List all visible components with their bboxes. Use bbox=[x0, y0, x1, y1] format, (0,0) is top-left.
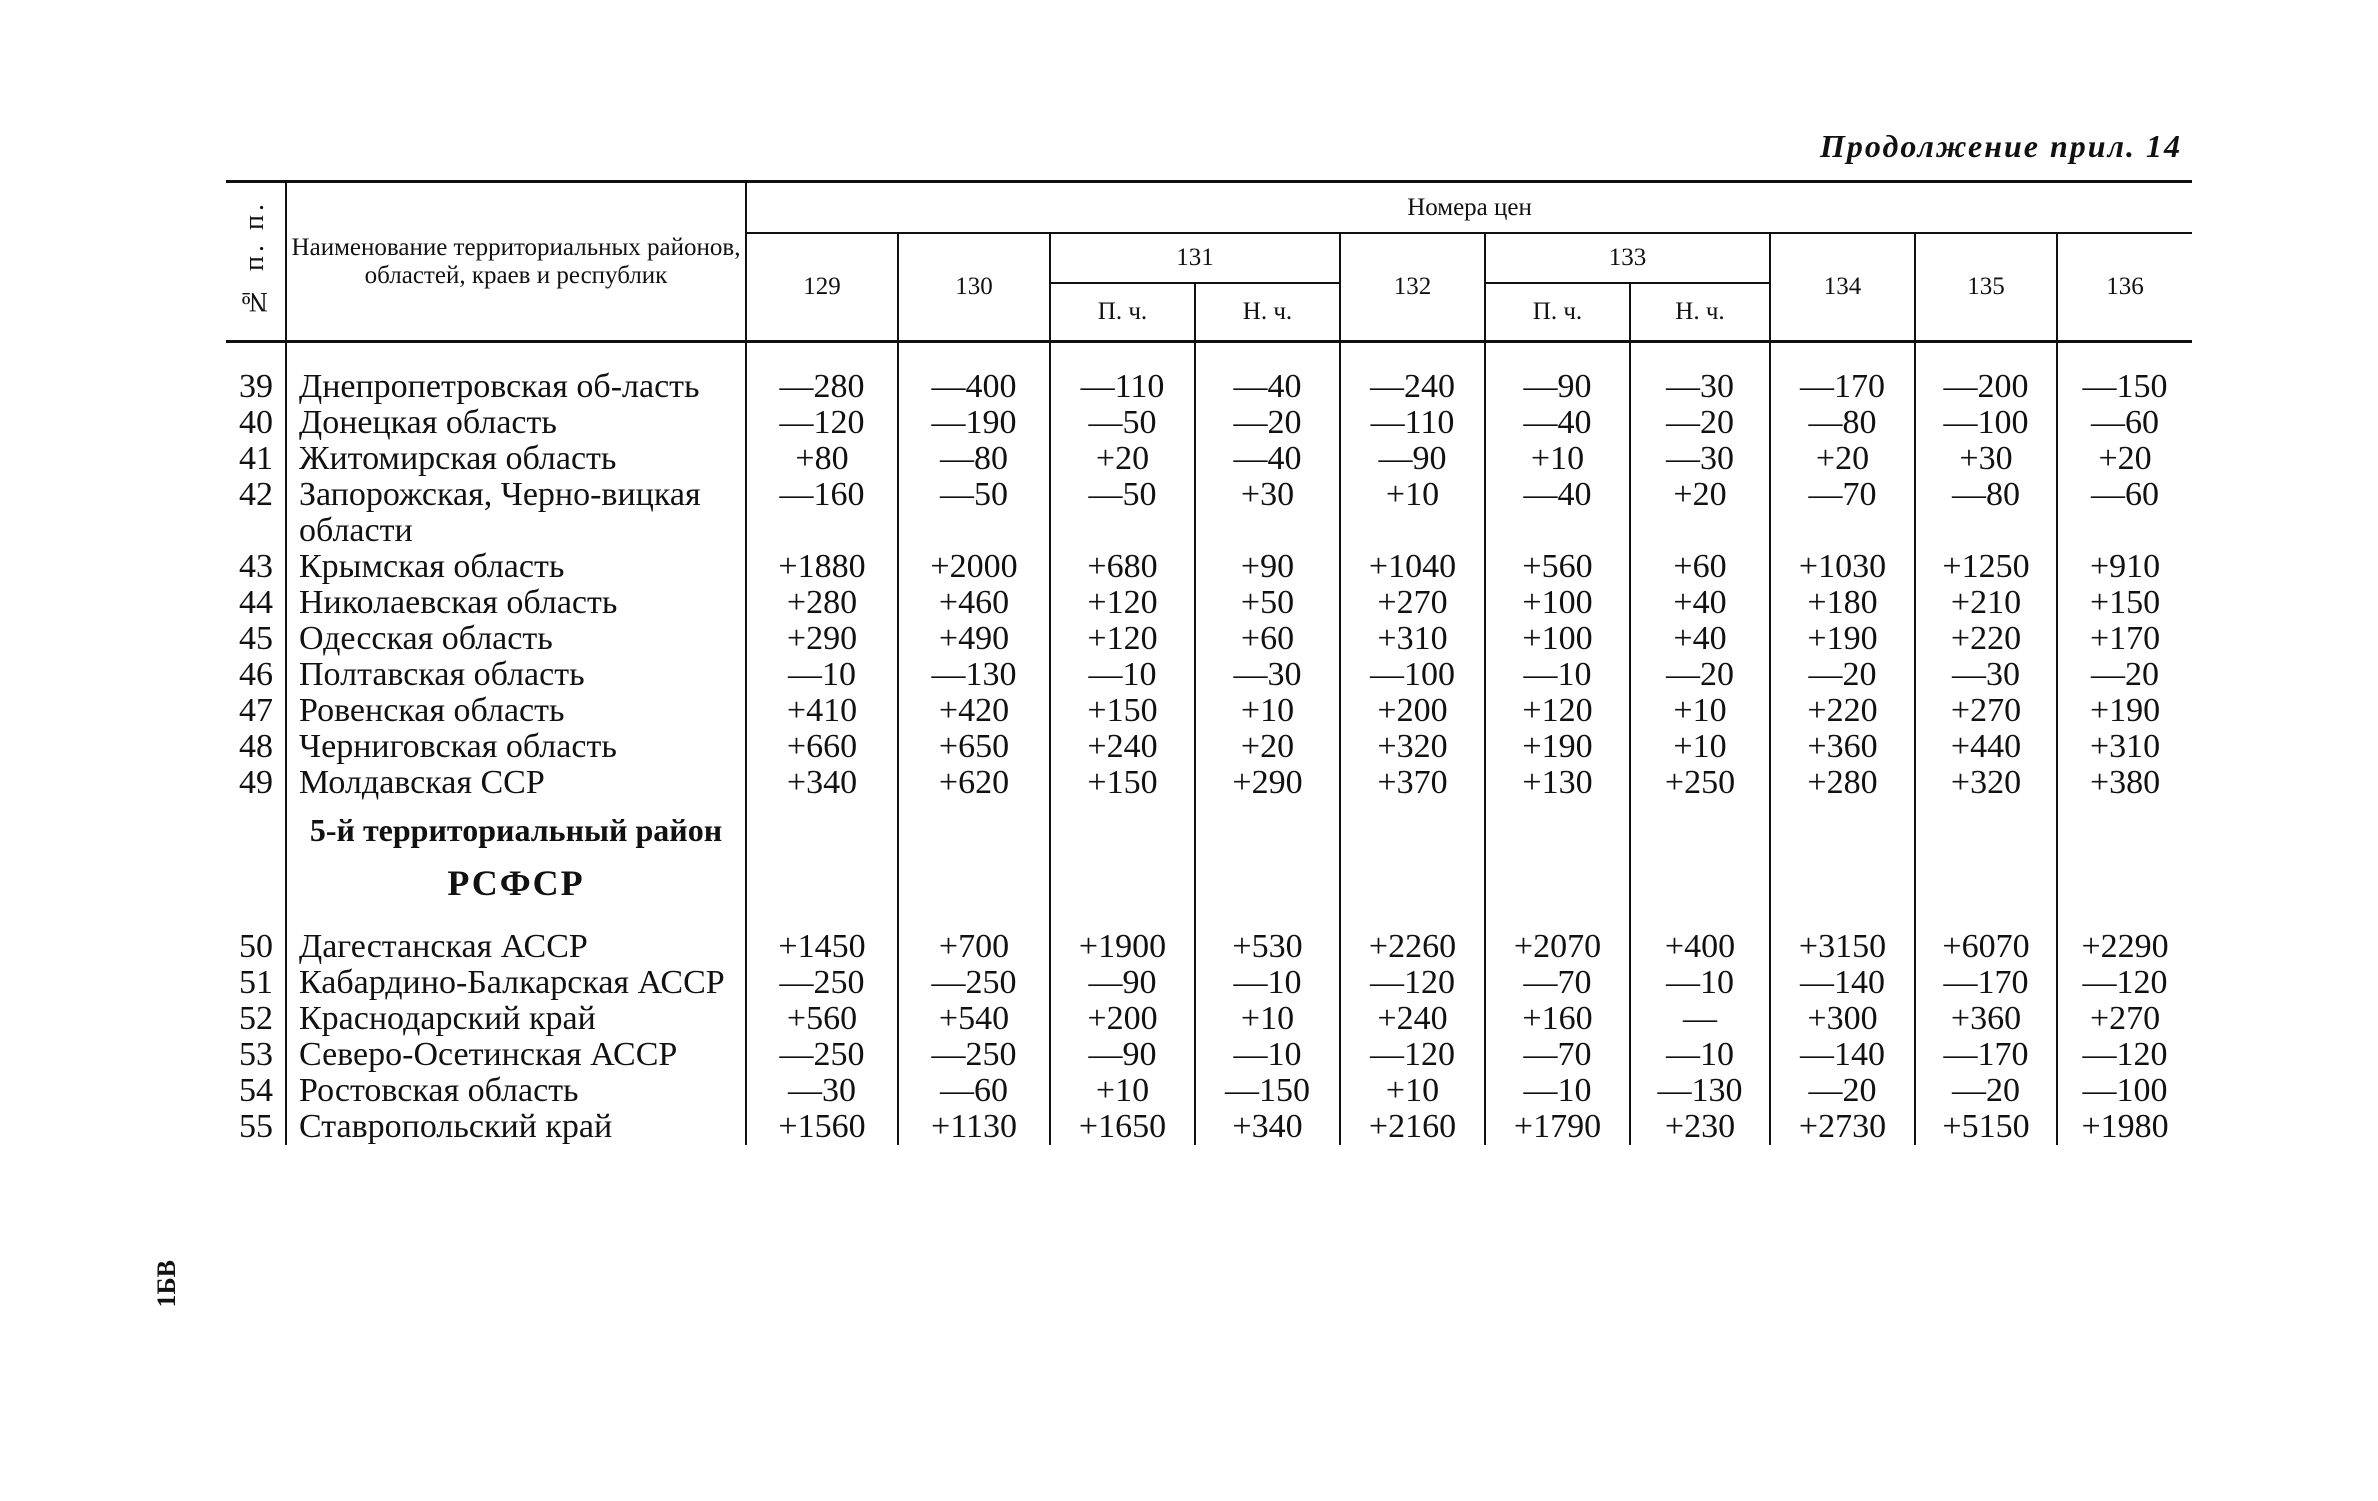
header-col-131: 131 bbox=[1050, 233, 1340, 283]
price-value-cell: —150 bbox=[1195, 1073, 1340, 1109]
price-value-cell: +2070 bbox=[1485, 929, 1630, 965]
price-value-cell: +10 bbox=[1630, 729, 1770, 765]
price-value-cell: —30 bbox=[746, 1073, 898, 1109]
price-value-cell: +2730 bbox=[1770, 1109, 1915, 1145]
price-value-cell: +200 bbox=[1340, 693, 1485, 729]
price-value-cell: —20 bbox=[2057, 657, 2192, 693]
price-value-cell: +1900 bbox=[1050, 929, 1195, 965]
price-value-cell: +20 bbox=[1195, 729, 1340, 765]
price-value-cell: +20 bbox=[1630, 477, 1770, 549]
price-value-cell: +10 bbox=[1195, 693, 1340, 729]
price-value-cell: +100 bbox=[1485, 585, 1630, 621]
price-value-cell: —120 bbox=[2057, 1037, 2192, 1073]
price-value-cell: —250 bbox=[746, 1037, 898, 1073]
price-value-cell: +80 bbox=[746, 441, 898, 477]
header-col-129: 129 bbox=[746, 233, 898, 340]
table-row bbox=[226, 729, 2192, 765]
price-value-cell: +10 bbox=[1485, 441, 1630, 477]
row-number: 48 bbox=[239, 728, 273, 765]
price-value-cell: +2290 bbox=[2057, 929, 2192, 965]
page-caption: Продолжение прил. 14 bbox=[1820, 128, 2182, 164]
price-value-cell: +320 bbox=[1340, 729, 1485, 765]
price-value-cell: —120 bbox=[1340, 965, 1485, 1001]
header-col-136: 136 bbox=[2057, 233, 2192, 340]
region-name: Полтавская область bbox=[286, 657, 746, 693]
price-value-cell: +180 bbox=[1770, 585, 1915, 621]
price-value-cell: +20 bbox=[2057, 441, 2192, 477]
header-price-group: Номера цен bbox=[746, 183, 2192, 233]
price-value-cell: +360 bbox=[1770, 729, 1915, 765]
price-value-cell: +410 bbox=[746, 693, 898, 729]
row-number: 49 bbox=[239, 764, 273, 801]
price-value-cell: —250 bbox=[746, 965, 898, 1001]
price-value-cell: +1250 bbox=[1915, 549, 2057, 585]
region-name: Ровенская область bbox=[286, 693, 746, 729]
header-131-pch: П. ч. bbox=[1050, 283, 1195, 340]
table-body-rsfsr bbox=[226, 929, 2192, 1145]
price-value-cell: —70 bbox=[1485, 965, 1630, 1001]
price-value-cell: —120 bbox=[746, 405, 898, 441]
price-value-cell: +60 bbox=[1195, 621, 1340, 657]
price-value-cell: +170 bbox=[2057, 621, 2192, 657]
price-value-cell: —100 bbox=[2057, 1073, 2192, 1109]
region-name: Николаевская область bbox=[286, 585, 746, 621]
price-value-cell: +220 bbox=[1915, 621, 2057, 657]
price-value-cell: —10 bbox=[1195, 965, 1340, 1001]
region-name: Ставропольский край bbox=[286, 1109, 746, 1145]
price-value-cell: —60 bbox=[898, 1073, 1050, 1109]
row-number: 52 bbox=[239, 1000, 273, 1037]
price-value-cell: +3150 bbox=[1770, 929, 1915, 965]
region-name: Кабардино-Балкарская АССР bbox=[286, 965, 746, 1001]
section-heading-block bbox=[226, 801, 2192, 929]
price-value-cell: —20 bbox=[1770, 1073, 1915, 1109]
price-value-cell: —130 bbox=[1630, 1073, 1770, 1109]
price-value-cell: +210 bbox=[1915, 585, 2057, 621]
price-value-cell: +280 bbox=[746, 585, 898, 621]
table-row bbox=[226, 765, 2192, 801]
price-value-cell: —90 bbox=[1050, 1037, 1195, 1073]
header-col-130: 130 bbox=[898, 233, 1050, 340]
price-value-cell: —10 bbox=[1485, 1073, 1630, 1109]
price-value-cell: +280 bbox=[1770, 765, 1915, 801]
table-row bbox=[226, 1001, 2192, 1037]
price-value-cell: +340 bbox=[1195, 1109, 1340, 1145]
region-name: Краснодарский край bbox=[286, 1001, 746, 1037]
header-131-nch: Н. ч. bbox=[1195, 283, 1340, 340]
price-value-cell: +290 bbox=[1195, 765, 1340, 801]
price-value-cell: —140 bbox=[1770, 1037, 1915, 1073]
table-row bbox=[226, 405, 2192, 441]
price-value-cell: —100 bbox=[1340, 657, 1485, 693]
price-value-cell: —40 bbox=[1485, 477, 1630, 549]
price-value-cell: +310 bbox=[2057, 729, 2192, 765]
header-col-132: 132 bbox=[1340, 233, 1485, 340]
price-value-cell: —90 bbox=[1340, 441, 1485, 477]
price-value-cell: +1980 bbox=[2057, 1109, 2192, 1145]
price-value-cell: +320 bbox=[1915, 765, 2057, 801]
price-value-cell: +490 bbox=[898, 621, 1050, 657]
price-value-cell: +6070 bbox=[1915, 929, 2057, 965]
price-value-cell: —170 bbox=[1770, 342, 1915, 406]
price-value-cell: +530 bbox=[1195, 929, 1340, 965]
price-value-cell: +90 bbox=[1195, 549, 1340, 585]
region-name: Запорожская, Черно-вицкая области bbox=[286, 477, 746, 549]
row-number: 47 bbox=[239, 692, 273, 729]
price-value-cell: +1030 bbox=[1770, 549, 1915, 585]
price-value-cell: +340 bbox=[746, 765, 898, 801]
price-value-cell: +240 bbox=[1050, 729, 1195, 765]
price-value-cell: +20 bbox=[1770, 441, 1915, 477]
price-value-cell: +120 bbox=[1050, 585, 1195, 621]
header-133-pch: П. ч. bbox=[1485, 283, 1630, 340]
price-value-cell: —40 bbox=[1195, 441, 1340, 477]
region-name: Черниговская область bbox=[286, 729, 746, 765]
price-value-cell: —160 bbox=[746, 477, 898, 549]
price-value-cell: +120 bbox=[1485, 693, 1630, 729]
price-value-cell: +160 bbox=[1485, 1001, 1630, 1037]
price-value-cell: +100 bbox=[1485, 621, 1630, 657]
price-value-cell: +460 bbox=[898, 585, 1050, 621]
price-value-cell: —130 bbox=[898, 657, 1050, 693]
price-value-cell: +10 bbox=[1050, 1073, 1195, 1109]
price-value-cell: +400 bbox=[1630, 929, 1770, 965]
price-value-cell: +1450 bbox=[746, 929, 898, 965]
table-row bbox=[226, 549, 2192, 585]
price-value-cell: —20 bbox=[1915, 1073, 2057, 1109]
price-value-cell: +10 bbox=[1340, 1073, 1485, 1109]
price-value-cell: +190 bbox=[1770, 621, 1915, 657]
row-number: 39 bbox=[239, 368, 273, 405]
price-value-cell: —100 bbox=[1915, 405, 2057, 441]
table-row bbox=[226, 965, 2192, 1001]
price-value-cell: +200 bbox=[1050, 1001, 1195, 1037]
price-value-cell: —280 bbox=[746, 342, 898, 406]
price-value-cell: —10 bbox=[1050, 657, 1195, 693]
table-row bbox=[226, 929, 2192, 965]
price-value-cell: —30 bbox=[1630, 441, 1770, 477]
price-value-cell: —90 bbox=[1050, 965, 1195, 1001]
region-name: Дагестанская АССР bbox=[286, 929, 746, 965]
price-value-cell: +250 bbox=[1630, 765, 1770, 801]
table-row bbox=[226, 1073, 2192, 1109]
price-value-cell: —150 bbox=[2057, 342, 2192, 406]
price-value-cell: +290 bbox=[746, 621, 898, 657]
table-row bbox=[226, 441, 2192, 477]
price-value-cell: +560 bbox=[1485, 549, 1630, 585]
price-value-cell: +10 bbox=[1630, 693, 1770, 729]
region-name: Молдавская ССР bbox=[286, 765, 746, 801]
price-value-cell: —250 bbox=[898, 1037, 1050, 1073]
price-value-cell: +150 bbox=[2057, 585, 2192, 621]
price-value-cell: +680 bbox=[1050, 549, 1195, 585]
price-value-cell: —110 bbox=[1050, 342, 1195, 406]
price-value-cell: —50 bbox=[898, 477, 1050, 549]
price-value-cell: +5150 bbox=[1915, 1109, 2057, 1145]
price-value-cell: —30 bbox=[1915, 657, 2057, 693]
header-col-133: 133 bbox=[1485, 233, 1770, 283]
price-value-cell: —170 bbox=[1915, 1037, 2057, 1073]
price-value-cell: —80 bbox=[1770, 405, 1915, 441]
region-name: Крымская область bbox=[286, 549, 746, 585]
price-value-cell: +150 bbox=[1050, 693, 1195, 729]
header-col-135: 135 bbox=[1915, 233, 2057, 340]
price-value-cell: +1650 bbox=[1050, 1109, 1195, 1145]
table-body-ukraine bbox=[226, 342, 2192, 802]
row-number: 46 bbox=[239, 656, 273, 693]
row-number: 50 bbox=[239, 928, 273, 965]
price-value-cell: —50 bbox=[1050, 477, 1195, 549]
price-value-cell: +540 bbox=[898, 1001, 1050, 1037]
price-value-cell: —120 bbox=[1340, 1037, 1485, 1073]
price-value-cell: +370 bbox=[1340, 765, 1485, 801]
table-row bbox=[226, 693, 2192, 729]
row-number: 55 bbox=[239, 1108, 273, 1145]
price-value-cell: —10 bbox=[746, 657, 898, 693]
price-value-cell: —20 bbox=[1630, 657, 1770, 693]
section-subtitle: РСФСР bbox=[286, 849, 746, 929]
row-number: 51 bbox=[239, 964, 273, 1001]
price-value-cell: —90 bbox=[1485, 342, 1630, 406]
price-value-cell: +10 bbox=[1195, 1001, 1340, 1037]
price-value-cell: —40 bbox=[1195, 342, 1340, 406]
table-row bbox=[226, 1037, 2192, 1073]
table-row bbox=[226, 1109, 2192, 1145]
price-value-cell: +620 bbox=[898, 765, 1050, 801]
price-value-cell: +50 bbox=[1195, 585, 1340, 621]
row-number: 44 bbox=[239, 584, 273, 621]
price-value-cell: +2000 bbox=[898, 549, 1050, 585]
table-row bbox=[226, 477, 2192, 549]
price-value-cell: +1790 bbox=[1485, 1109, 1630, 1145]
price-value-cell: +120 bbox=[1050, 621, 1195, 657]
price-value-cell: +190 bbox=[1485, 729, 1630, 765]
price-value-cell: +2160 bbox=[1340, 1109, 1485, 1145]
price-value-cell: —60 bbox=[2057, 477, 2192, 549]
header-133-nch: Н. ч. bbox=[1630, 283, 1770, 340]
price-value-cell: —250 bbox=[898, 965, 1050, 1001]
price-value-cell: —170 bbox=[1915, 965, 2057, 1001]
price-value-cell: +60 bbox=[1630, 549, 1770, 585]
region-name: Одесская область bbox=[286, 621, 746, 657]
header-number-col: № п. п. bbox=[239, 199, 271, 317]
region-name: Житомирская область bbox=[286, 441, 746, 477]
price-value-cell: —400 bbox=[898, 342, 1050, 406]
price-value-cell: —140 bbox=[1770, 965, 1915, 1001]
price-value-cell: +700 bbox=[898, 929, 1050, 965]
page-number: 1БВ bbox=[152, 1260, 181, 1308]
price-value-cell: +360 bbox=[1915, 1001, 2057, 1037]
row-number: 53 bbox=[239, 1036, 273, 1073]
price-value-cell: +240 bbox=[1340, 1001, 1485, 1037]
row-number: 54 bbox=[239, 1072, 273, 1109]
table-row bbox=[226, 657, 2192, 693]
price-value-cell: +560 bbox=[746, 1001, 898, 1037]
price-value-cell: — bbox=[1630, 1001, 1770, 1037]
table-row bbox=[226, 621, 2192, 657]
table-row bbox=[226, 342, 2192, 406]
price-value-cell: +1880 bbox=[746, 549, 898, 585]
price-value-cell: —10 bbox=[1195, 1037, 1340, 1073]
price-value-cell: —240 bbox=[1340, 342, 1485, 406]
price-value-cell: +40 bbox=[1630, 585, 1770, 621]
price-value-cell: +440 bbox=[1915, 729, 2057, 765]
price-value-cell: +910 bbox=[2057, 549, 2192, 585]
price-value-cell: —70 bbox=[1770, 477, 1915, 549]
price-value-cell: +650 bbox=[898, 729, 1050, 765]
price-value-cell: +300 bbox=[1770, 1001, 1915, 1037]
price-value-cell: +420 bbox=[898, 693, 1050, 729]
table-row bbox=[226, 585, 2192, 621]
price-value-cell: —20 bbox=[1770, 657, 1915, 693]
price-value-cell: —20 bbox=[1630, 405, 1770, 441]
header-name-col: Наименование территориальных районов, областей, краев и республик bbox=[286, 183, 746, 340]
region-name: Северо-Осетинская АССР bbox=[286, 1037, 746, 1073]
price-value-cell: +1560 bbox=[746, 1109, 898, 1145]
price-value-cell: —80 bbox=[1915, 477, 2057, 549]
price-value-cell: —60 bbox=[2057, 405, 2192, 441]
price-value-cell: +20 bbox=[1050, 441, 1195, 477]
row-number: 42 bbox=[239, 476, 273, 513]
price-value-cell: +310 bbox=[1340, 621, 1485, 657]
price-value-cell: +30 bbox=[1195, 477, 1340, 549]
price-value-cell: —110 bbox=[1340, 405, 1485, 441]
price-value-cell: +40 bbox=[1630, 621, 1770, 657]
price-value-cell: +270 bbox=[2057, 1001, 2192, 1037]
price-value-cell: —50 bbox=[1050, 405, 1195, 441]
header-col-134: 134 bbox=[1770, 233, 1915, 340]
price-value-cell: +230 bbox=[1630, 1109, 1770, 1145]
price-value-cell: +10 bbox=[1340, 477, 1485, 549]
row-number: 45 bbox=[239, 620, 273, 657]
price-table bbox=[226, 183, 2192, 1145]
price-value-cell: —10 bbox=[1485, 657, 1630, 693]
price-value-cell: +130 bbox=[1485, 765, 1630, 801]
price-value-cell: —20 bbox=[1195, 405, 1340, 441]
region-name: Донецкая область bbox=[286, 405, 746, 441]
price-value-cell: +190 bbox=[2057, 693, 2192, 729]
section-title: 5-й территориальный район bbox=[286, 801, 746, 849]
price-value-cell: —200 bbox=[1915, 342, 2057, 406]
row-number: 40 bbox=[239, 404, 273, 441]
row-number: 41 bbox=[239, 440, 273, 477]
table-header bbox=[226, 183, 2192, 342]
price-value-cell: —10 bbox=[1630, 1037, 1770, 1073]
price-value-cell: —30 bbox=[1195, 657, 1340, 693]
price-value-cell: —30 bbox=[1630, 342, 1770, 406]
price-value-cell: —70 bbox=[1485, 1037, 1630, 1073]
price-value-cell: +1130 bbox=[898, 1109, 1050, 1145]
price-value-cell: +660 bbox=[746, 729, 898, 765]
price-value-cell: +2260 bbox=[1340, 929, 1485, 965]
price-value-cell: +30 bbox=[1915, 441, 2057, 477]
price-value-cell: +150 bbox=[1050, 765, 1195, 801]
price-value-cell: +220 bbox=[1770, 693, 1915, 729]
region-name: Ростовская область bbox=[286, 1073, 746, 1109]
price-value-cell: +270 bbox=[1340, 585, 1485, 621]
row-number: 43 bbox=[239, 548, 273, 585]
price-value-cell: +1040 bbox=[1340, 549, 1485, 585]
price-value-cell: —190 bbox=[898, 405, 1050, 441]
price-value-cell: +270 bbox=[1915, 693, 2057, 729]
region-name: Днепропетровская об-ласть bbox=[286, 342, 746, 406]
price-value-cell: —120 bbox=[2057, 965, 2192, 1001]
price-value-cell: —10 bbox=[1630, 965, 1770, 1001]
price-value-cell: —40 bbox=[1485, 405, 1630, 441]
price-value-cell: —80 bbox=[898, 441, 1050, 477]
price-value-cell: +380 bbox=[2057, 765, 2192, 801]
